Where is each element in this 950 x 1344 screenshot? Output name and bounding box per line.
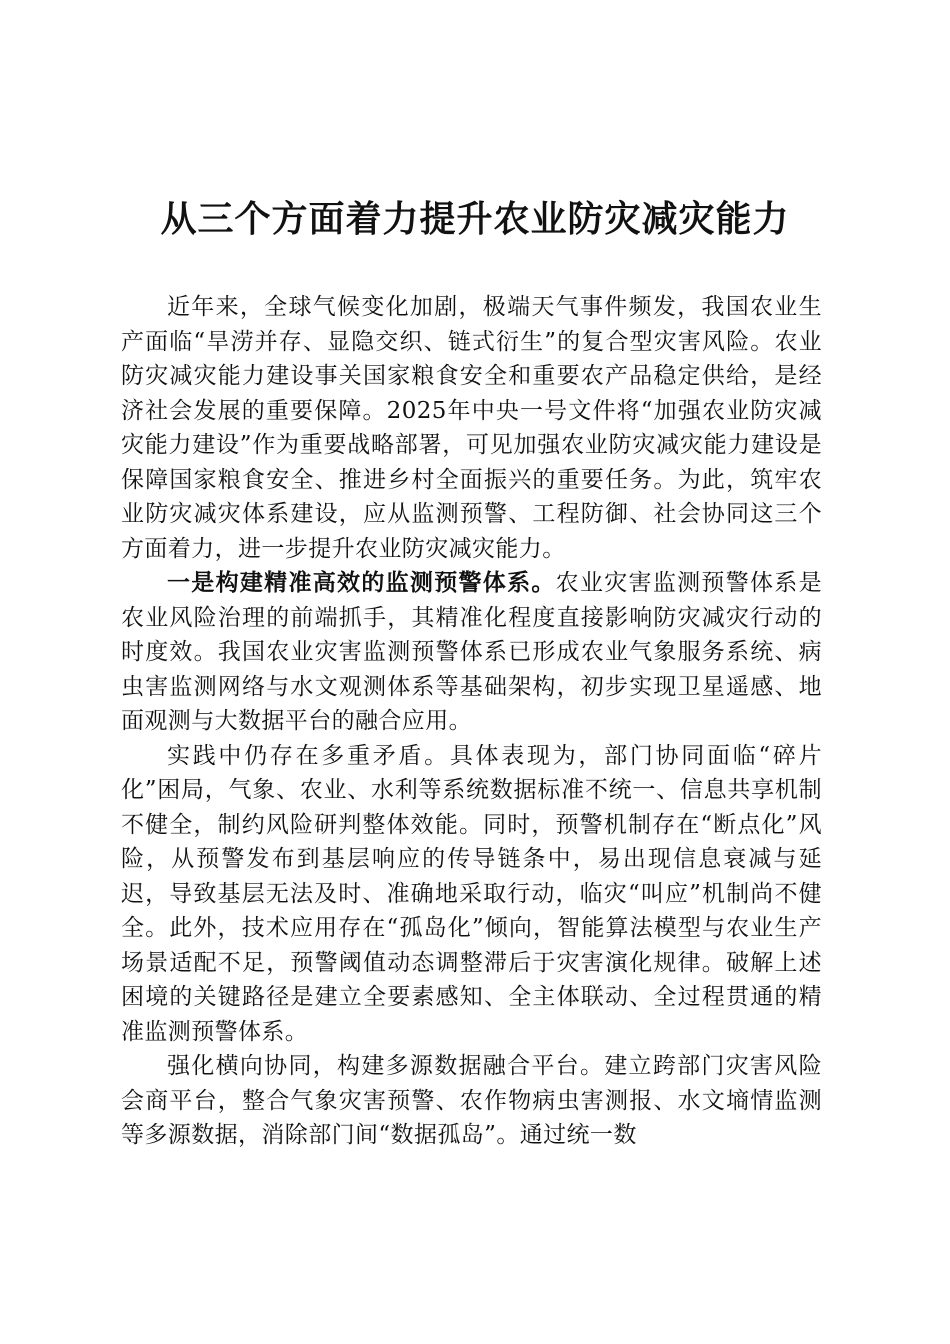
paragraph-problems (121, 739, 822, 1050)
paragraph-text: 近年来，全球气候变化加剧，极端天气事件频发，我国农业生产面临“旱涝并存、显隐交织、链式衍生”的复合型灾害风险。农业防灾减灾能力建设事关国家粮食安全和重要农产品稳定供给，是经济社会发展的重要保障。2025年中央一号文件将“加强农业防灾减灾能力建设”作为重要战略部署，可见加强农业防灾减灾能力建设是保障国家粮食安全、推进乡村全面振兴的重要任务。为此，筑牢农业防灾减灾体系建设，应从监测预警、工程防御、社会协同这三个方面着力，进一步提升农业防灾减灾能力。 (121, 294, 822, 562)
document-title: 从三个方面着力提升农业防灾减灾能力 (160, 198, 790, 240)
paragraph-lead: 一是构建精准高效的监测预警体系。 (167, 569, 556, 596)
paragraph-monitoring (121, 566, 822, 739)
paragraph-coordination (121, 1049, 822, 1153)
paragraph-text: 实践中仍存在多重矛盾。具体表现为，部门协同面临“碎片化”困局，气象、农业、水利等系统数据标准不统一、信息共享机制不健全，制约风险研判整体效能。同时，预警机制存在“断点化”风险，从预警发布到基层响应的传导链条中，易出现信息衰减与延迟，导致基层无法及时、准确地采取行动，临灾“叫应”机制尚不健全。此外，技术应用存在“孤岛化”倾向，智能算法模型与农业生产场景适配不足，预警阈值动态调整滞后于灾害演化规律。破解上述困境的关键路径是建立全要素感知、全主体联动、全过程贯通的精准监测预警体系。 (121, 742, 822, 1045)
paragraph-intro (121, 290, 822, 566)
paragraph-text: 农业灾害监测预警体系是农业风险治理的前端抓手，其精准化程度直接影响防灾减灾行动的时度效。我国农业灾害监测预警体系已形成农业气象服务系统、病虫害监测网络与水文观测体系等基础架构，初步实现卫星遥感、地面观测与大数据平台的融合应用。 (121, 570, 822, 734)
document-body (121, 290, 822, 1153)
paragraph-text: 强化横向协同，构建多源数据融合平台。建立跨部门灾害风险会商平台，整合气象灾害预警、农作物病虫害测报、水文墒情监测等多源数据，消除部门间“数据孤岛”。通过统一数 (121, 1053, 822, 1148)
